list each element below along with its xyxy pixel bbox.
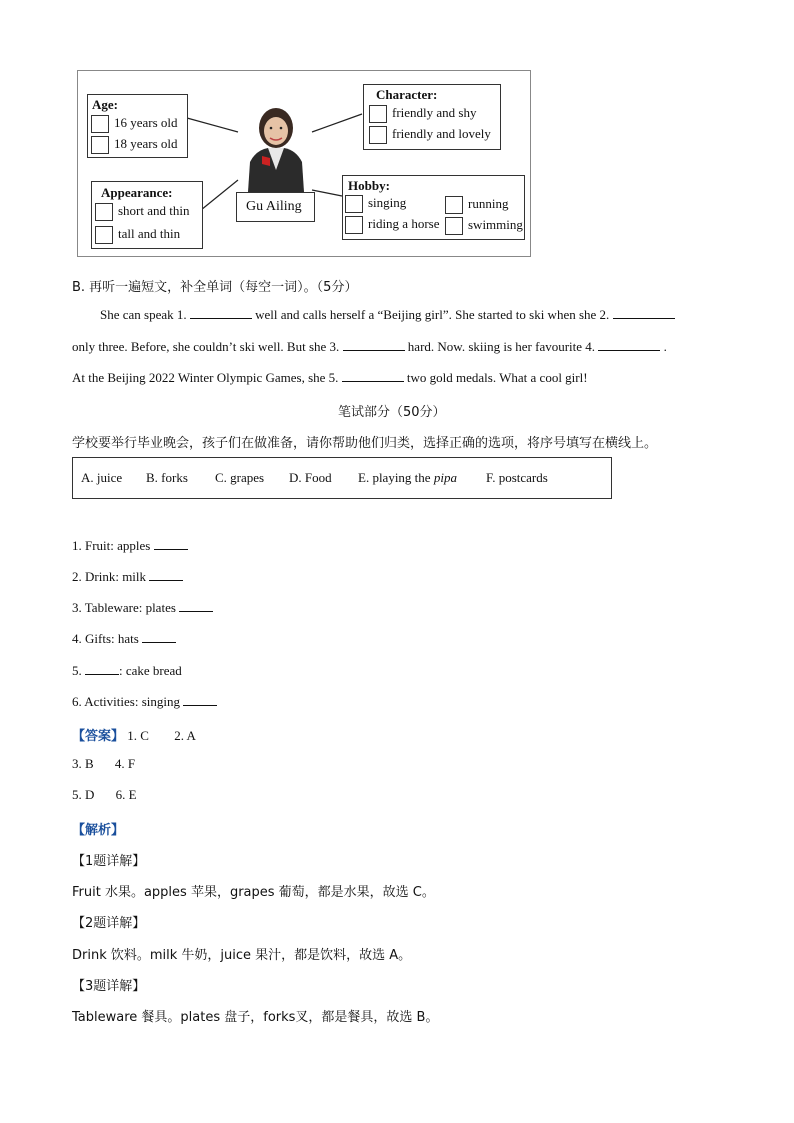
answer-blank[interactable]	[85, 664, 119, 675]
character-option-2[interactable]: friendly and lovely	[369, 126, 491, 144]
q3-detail-heading: 【3题详解】	[72, 979, 146, 994]
line-character	[312, 114, 362, 132]
checkbox-icon[interactable]	[91, 136, 109, 154]
written-section-title: 笔试部分（50分）	[338, 405, 446, 420]
analysis-label: 【解析】	[72, 823, 125, 838]
answer-label: 【答案】	[72, 729, 125, 744]
age-option-1[interactable]: 16 years old	[91, 115, 178, 133]
checkbox-icon[interactable]	[445, 217, 463, 235]
portrait-image	[240, 100, 312, 192]
part-b-line-2: only three. Before, she couldn’t ski well. But she 3. hard. Now. skiing is her favourite 4. .	[72, 339, 667, 354]
answer-blank[interactable]	[154, 539, 188, 550]
blank-1[interactable]	[190, 308, 252, 319]
q2-detail-heading: 【2题详解】	[72, 916, 146, 931]
answer-blank[interactable]	[183, 695, 217, 706]
line-age	[187, 118, 238, 132]
appearance-option-2[interactable]: tall and thin	[95, 226, 180, 244]
checkbox-icon[interactable]	[369, 105, 387, 123]
blank-2[interactable]	[613, 308, 675, 319]
blank-5[interactable]	[342, 371, 404, 382]
option-c: C. grapes	[215, 470, 265, 485]
age-title: Age:	[92, 97, 118, 112]
center-name: Gu Ailing	[246, 199, 302, 214]
hobby-title: Hobby:	[348, 178, 390, 193]
line-appearance	[201, 180, 238, 210]
answers-row-2: 3. B 4. F	[72, 756, 136, 771]
option-e: E. playing the pipa	[358, 470, 457, 485]
q1-detail-heading: 【1题详解】	[72, 854, 146, 869]
character-title: Character:	[376, 87, 438, 102]
option-f: F. postcards	[486, 470, 548, 485]
checkbox-icon[interactable]	[369, 126, 387, 144]
age-option-2[interactable]: 18 years old	[91, 136, 178, 154]
hobby-option-swimming[interactable]: swimming	[445, 217, 523, 235]
question-5: 5. : cake bread	[72, 663, 182, 678]
line-hobby	[312, 190, 342, 196]
q2-detail-body: Drink 饮料。milk 牛奶，juice 果汁，都是饮料，故选 A。	[72, 948, 412, 963]
question-3: 3. Tableware: plates	[72, 600, 213, 616]
question-1: 1. Fruit: apples	[72, 538, 188, 554]
character-option-1[interactable]: friendly and shy	[369, 105, 476, 123]
question-6: 6. Activities: singing	[72, 694, 217, 710]
part-b-line-3: At the Beijing 2022 Winter Olympic Games, she 5. two gold medals. What a cool girl!	[72, 370, 588, 385]
option-b: B. forks	[146, 470, 188, 485]
character-box	[363, 84, 501, 150]
option-a: A. juice	[81, 470, 123, 485]
hobby-option-riding[interactable]: riding a horse	[345, 216, 439, 234]
answer-blank[interactable]	[149, 570, 183, 581]
checkbox-icon[interactable]	[345, 216, 363, 234]
option-d: D. Food	[289, 470, 332, 485]
q1-detail-body: Fruit 水果。apples 苹果，grapes 葡萄，都是水果，故选 C。	[72, 885, 435, 900]
answers-row-1: 【答案】 1. C 2. A	[72, 728, 196, 744]
appearance-title: Appearance:	[101, 185, 173, 200]
age-box	[87, 94, 188, 158]
hobby-option-running[interactable]: running	[445, 196, 508, 214]
instruction-text: 学校要举行毕业晚会，孩子们在做准备，请你帮助他们归类，选择正确的选项，将序号填写在横线上。	[72, 436, 658, 451]
answers-row-3: 5. D 6. E	[72, 787, 137, 802]
blank-4[interactable]	[598, 340, 660, 351]
hobby-option-singing[interactable]: singing	[345, 195, 406, 213]
question-2: 2. Drink: milk	[72, 569, 183, 585]
appearance-box	[91, 181, 203, 249]
part-b-line-1: She can speak 1. well and calls herself a “Beijing girl”. She started to ski when she 2.	[100, 307, 675, 323]
athlete-portrait-icon	[240, 100, 312, 192]
answer-blank[interactable]	[179, 601, 213, 612]
checkbox-icon[interactable]	[345, 195, 363, 213]
options-box	[72, 457, 612, 499]
part-b-heading: B. 再听一遍短文，补全单词（每空一词）。（5分）	[72, 280, 358, 295]
checkbox-icon[interactable]	[95, 226, 113, 244]
checkbox-icon[interactable]	[445, 196, 463, 214]
appearance-option-1[interactable]: short and thin	[95, 203, 190, 221]
name-box	[236, 192, 315, 222]
q3-detail-body: Tableware 餐具。plates 盘子，forks叉，都是餐具，故选 B。	[72, 1010, 439, 1025]
answer-blank[interactable]	[142, 632, 176, 643]
checkbox-icon[interactable]	[91, 115, 109, 133]
hobby-box	[342, 175, 525, 240]
checkbox-icon[interactable]	[95, 203, 113, 221]
question-4: 4. Gifts: hats	[72, 631, 176, 647]
blank-3[interactable]	[343, 340, 405, 351]
